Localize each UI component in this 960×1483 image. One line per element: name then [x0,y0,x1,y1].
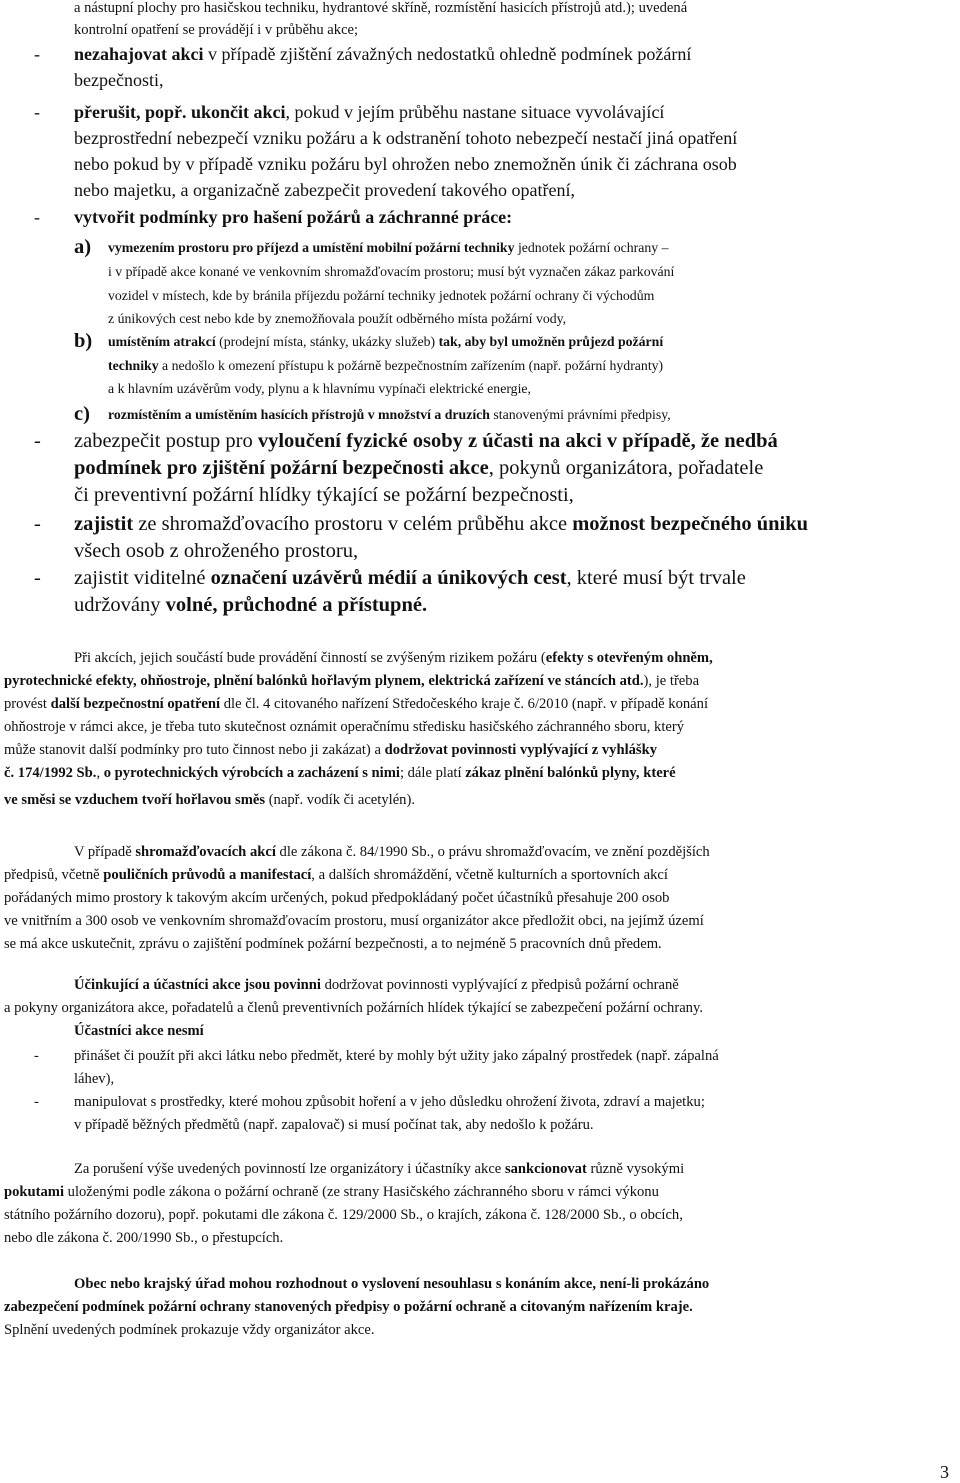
bold-text: č. 174/1992 Sb. [4,765,97,781]
text-line [74,180,956,201]
text: provést [4,696,51,712]
text: a pokyny organizátora akce, pořadatelů a členů preventivních požárních hlídek týkající se zabezpečení požární ochrany. [4,1000,703,1016]
bullet-dash: - [34,567,41,589]
text-line [108,358,956,374]
text-line [74,207,956,228]
text-line [74,1023,956,1040]
text-line [108,334,956,350]
bullet-dash: - [34,1048,39,1064]
text: ze shromažďovacího prostoru v celém průběhu akce [133,513,573,535]
text-line [74,430,956,453]
text: přinášet či použít při akci látku nebo předmět, které by mohly být užity jako zápalný prostředek (např. zápalná [74,1048,719,1064]
bold-text: zajistit [74,513,134,535]
text-line [4,1184,956,1201]
text: udržovány [74,594,166,616]
text: láhev), [74,1071,115,1087]
bold-text: zabezpečení podmínek požární ochrany stanovených předpisy o požární ochraně a citovaným nařízením kraje. [4,1299,693,1315]
text: nebo dle zákona č. 200/1990 Sb., o přestupcích. [4,1230,284,1246]
text-line [74,513,956,536]
text: , a dalších shromáždění, včetně kulturních a sportovních akcí [311,867,668,883]
text-line [4,1230,956,1247]
text: zajistit viditelné [74,567,211,589]
text-line [74,1048,956,1065]
text: ), je třeba [643,673,700,689]
bold-text: efekty s otevřeným ohněm, [545,650,713,666]
text-line [74,128,956,149]
text: předpisů, včetně [4,867,104,883]
bold-text: rozmístěním a umístěním hasících přístrojů v množství a druzích [108,407,490,422]
text-line [4,792,956,809]
bold-text: techniky [108,358,159,373]
list-letter: b) [74,330,93,352]
text-line [108,240,956,256]
bullet-dash: - [34,44,40,64]
text-line [4,913,956,930]
text-line [74,0,956,17]
text-line [108,381,956,397]
bold-text: další bezpečnostní opatření [50,696,221,712]
text: jednotek požární ochrany – [514,240,669,255]
text-line [74,650,956,667]
text: v případě běžných předmětů (např. zapalovač) si musí počínat tak, aby nedošlo k požáru. [74,1117,594,1133]
bold-text: pyrotechnické efekty, ohňostroje, plnění balónků hořlavým plynem, elektrická zařízení ve stáncích atd. [4,673,644,689]
bold-text: podmínek pro zjištění požární bezpečnosti akce [74,457,489,479]
bold-text: dodržovat povinnosti vyplývající z vyhlášky [384,742,658,758]
text: kontrolní opatření se provádějí i v průběhu akce; [74,22,359,38]
bold-text: přerušit, popř. ukončit akci [74,102,286,122]
text: či preventivní požární hlídky týkající se požární bezpečnosti, [74,484,574,506]
text-line [74,102,956,123]
text: a k hlavním uzávěrům vody, plynu a k hlavnímu vypínači elektrické energie, [108,381,531,396]
text: státního požárního dozoru), popř. pokutami dle zákona č. 129/2000 Sb., o krajích, zákona č. 128/2000 Sb., o obcích, [4,1207,683,1223]
text: nebo pokud by v případě vzniku požáru byl ohrožen nebo znemožněn únik či záchrana osob [74,154,737,174]
page-number: 3 [940,1462,949,1482]
text-line [4,765,956,782]
text: dle zákona č. 84/1990 Sb., o právu shromažďovacím, ve znění pozdějších [275,844,710,860]
text-line [74,1276,956,1293]
text: dodržovat povinnosti vyplývající z předpisů požární ochraně [320,977,679,993]
text: zabezpečit postup pro [74,430,258,452]
text: , pokud v jejím průběhu nastane situace vyvolávající [285,102,665,122]
text: Při akcích, jejich součástí bude provádění činností se zvýšeným rizikem požáru ( [74,650,546,666]
bold-text: sankcionovat [504,1161,587,1177]
bullet-dash: - [34,102,40,122]
bold-text: umístěním atrakcí [108,334,216,349]
bold-text: Obec nebo krajský úřad mohou rozhodnout o vyslovení nesouhlasu s konáním akce, není-li prokázáno [74,1276,710,1292]
text-line [74,154,956,175]
text: V případě [74,844,136,860]
text-line [74,44,956,65]
bold-text: pouličních průvodů a manifestací [103,867,312,883]
bold-text: tak, aby byl umožněn průjezd požární [438,334,664,349]
text: , které musí být trvale [566,567,746,589]
text-line [74,22,956,39]
text: ve vnitřním a 300 osob ve venkovním shromažďovacím prostoru, musí organizátor akce předložit obci, na jejímž území [4,913,704,929]
text-line [108,407,956,423]
text-line [4,696,956,713]
text-line [108,264,956,280]
text: (např. vodík či acetylén). [265,792,415,808]
text-line [74,1161,956,1178]
text: nebo majetku, a organizačně zabezpečit provedení takového opatření, [74,180,575,200]
text-line [74,457,956,480]
text-line [74,567,956,590]
text-line [74,540,956,563]
text-line [74,1071,956,1088]
text-line [4,936,956,953]
text-line [108,311,956,327]
bold-text: vytvořit podmínky pro hašení požárů a záchranné práce: [74,207,513,227]
text: různě vysokými [586,1161,685,1177]
text: stanovenými právními předpisy, [489,407,671,422]
text-line [74,70,956,91]
text-line [74,977,956,994]
text: , pokynů organizátora, pořadatele [488,457,764,479]
bold-text: zákaz plnění balónků plyny, které [465,765,676,781]
bullet-dash: - [34,1094,39,1110]
text: (prodejní místa, stánky, ukázky služeb) [215,334,439,349]
text: ohňostroje v rámci akce, je třeba tuto skutečnost oznámit operačnímu středisku hasičského záchranného sboru, který [4,719,685,735]
text-line [4,719,956,736]
bullet-dash: - [34,430,41,452]
text-line [4,742,956,759]
bold-text: vyloučení fyzické osoby z účasti na akci v případě, že nedbá [257,430,778,452]
text-line [74,844,956,861]
bold-text: volné, průchodné a přístupné. [165,594,428,616]
text-line [4,1322,956,1339]
text: bezpečnosti, [74,70,164,90]
text-line [4,1299,956,1316]
text: , [96,765,104,781]
bold-text: nezahajovat akci [74,44,204,64]
text-line [108,288,956,304]
bold-text: vymezením prostoru pro příjezd a umístění mobilní požární techniky [108,240,515,255]
text: Za porušení výše uvedených povinností lze organizátory i účastníky akce [74,1161,505,1177]
bold-text: Účastníci akce nesmí [74,1023,204,1039]
list-letter: a) [74,236,92,258]
bold-text: označení uzávěrů médií a únikových cest [210,567,567,589]
text: může stanovit další podmínky pro tuto činnost nebo ji zakázat) a [4,742,385,758]
text: a nástupní plochy pro hasičskou techniku, hydrantové skříně, rozmístění hasicích přístrojů atd.); uvedená [74,0,688,16]
text: bezprostřední nebezpečí vzniku požáru a k odstranění tohoto nebezpečí nestačí jiná opatření [74,128,738,148]
text: manipulovat s prostředky, které mohou způsobit hoření a v jeho důsledku ohrožení života, zdraví a majetku; [74,1094,705,1110]
bold-text: ve směsi se vzduchem tvoří hořlavou směs [4,792,266,808]
text: a nedošlo k omezení přístupu k požárně bezpečnostním zařízením (např. požární hydranty) [158,358,664,373]
text: z únikových cest nebo kde by znemožňovala použít odběrného místa požární vody, [108,311,567,326]
text: vozidel v místech, kde by bránila příjezdu požární techniky jednotek požární ochrany či východům [108,288,655,303]
text-line [74,1117,956,1134]
bullet-dash: - [34,513,41,535]
bold-text: pokutami [4,1184,65,1200]
text: v případě zjištění závažných nedostatků ohledně podmínek požární [203,44,692,64]
bold-text: možnost bezpečného úniku [572,513,809,535]
text: se má akce uskutečnit, zprávu o zajištění podmínek požární bezpečnosti, a to nejméně 5 pracovních dnů předem. [4,936,662,952]
list-letter: c) [74,403,90,425]
text-line [74,484,956,507]
bullet-dash: - [34,207,40,227]
text: uloženými podle zákona o požární ochraně (ze strany Hasičského záchranného sboru v rámci výkonu [64,1184,659,1200]
text: pořádaných mimo prostory k takovým akcím určených, pokud předpokládaný počet účastníků přesahuje 200 osob [4,890,670,906]
text-line [4,1207,956,1224]
text: Splnění uvedených podmínek prokazuje vždy organizátor akce. [4,1322,375,1338]
text-line [4,673,956,690]
text: dle čl. 4 citovaného nařízení Středočeského kraje č. 6/2010 (např. v případě konání [220,696,709,712]
text-line [4,890,956,907]
text: všech osob z ohroženého prostoru, [74,540,359,562]
text: ; dále platí [399,765,466,781]
text-line [4,1000,956,1017]
text-line [74,1094,956,1111]
bold-text: shromažďovacích akcí [135,844,276,860]
bold-text: Účinkující a účastníci akce jsou povinni [74,977,321,993]
text: i v případě akce konané ve venkovním shromažďovacím prostoru; musí být vyznačen zákaz parkování [108,264,675,279]
text-line [4,867,956,884]
bold-text: o pyrotechnických výrobcích a zacházení s nimi [103,765,400,781]
text-line [74,594,956,617]
